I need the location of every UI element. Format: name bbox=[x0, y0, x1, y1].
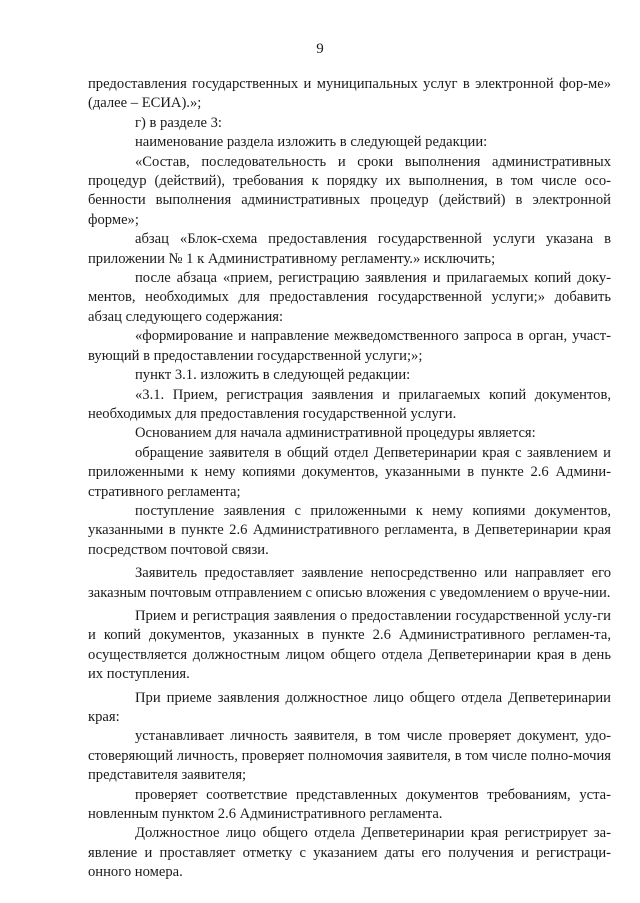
paragraph: «формирование и направление межведомственного запроса в орган, участ-вующий в предоставлении государственной услуги;»; bbox=[88, 328, 611, 364]
paragraph: проверяет соответствие представленных документов требованиям, уста-новленным пунктом 2.6 Административного регламента. bbox=[88, 786, 611, 823]
paragraph: предоставления государственных и муниципальных услуг в электронной фор-ме» (далее – ЕСИА).»; bbox=[88, 76, 611, 112]
paragraph: поступление заявления с приложенными к нему копиями документов, указанными в пункте 2.6 Административного регламента, в Депветеринарии края посредством почтовой связи. bbox=[88, 502, 611, 558]
paragraph: пункт 3.1. изложить в следующей редакции: bbox=[135, 367, 411, 384]
paragraph: Должностное лицо общего отдела Депветеринарии края регистрирует за-явление и проставляет отметку с указанием даты его получения и регистраци-онного номера. bbox=[88, 825, 611, 881]
paragraph: после абзаца «прием, регистрацию заявления и прилагаемых копий доку-ментов, необходимых для предоставления государственной услуги;» добавить абзац следующего содержания: bbox=[88, 270, 611, 325]
paragraph: устанавливает личность заявителя, в том числе проверяет документ, удо-стоверяющий личность, проверяет полномочия заявителя, в том числе полно-мочия представителя заявителя; bbox=[88, 728, 611, 784]
paragraph: «Состав, последовательность и сроки выполнения административных процедур (действий), требования к порядку их выполнения, в том числе осо-бенности выполнения административных процедур (действий) в электронной форме»; bbox=[88, 153, 611, 228]
paragraph: «3.1. Прием, регистрация заявления и прилагаемых копий документов, необходимых для предоставления государственной услуги. bbox=[88, 386, 611, 422]
paragraph: наименование раздела изложить в следующей редакции: bbox=[135, 134, 488, 151]
paragraph: г) в разделе 3: bbox=[135, 114, 222, 131]
document-body bbox=[88, 75, 611, 883]
paragraph: При приеме заявления должностное лицо общего отдела Депветеринарии края: bbox=[88, 689, 611, 725]
paragraph: абзац «Блок-схема предоставления государственной услуги указана в приложении № 1 к Административному регламенту.» исключить; bbox=[88, 231, 611, 267]
paragraph: Прием и регистрация заявления о предоставлении государственной услу-ги и копий документов, указанных в пункте 2.6 Административного регламен-та, осуществляется должностным лицом общего отдела Депветеринарии края в день их поступления. bbox=[88, 607, 611, 683]
paragraph: обращение заявителя в общий отдел Депветеринарии края с заявлением и приложенными к нему копиями документов, указанными в пункте 2.6 Админи-стративного регламента; bbox=[88, 444, 611, 500]
page-number: 9 bbox=[316, 41, 324, 57]
paragraph: Заявитель предоставляет заявление непосредственно или направляет его заказным почтовым отправлением с описью вложения с уведомлением о вруче-нии. bbox=[88, 565, 611, 601]
paragraph: Основанием для начала административной процедуры является: bbox=[135, 425, 536, 442]
